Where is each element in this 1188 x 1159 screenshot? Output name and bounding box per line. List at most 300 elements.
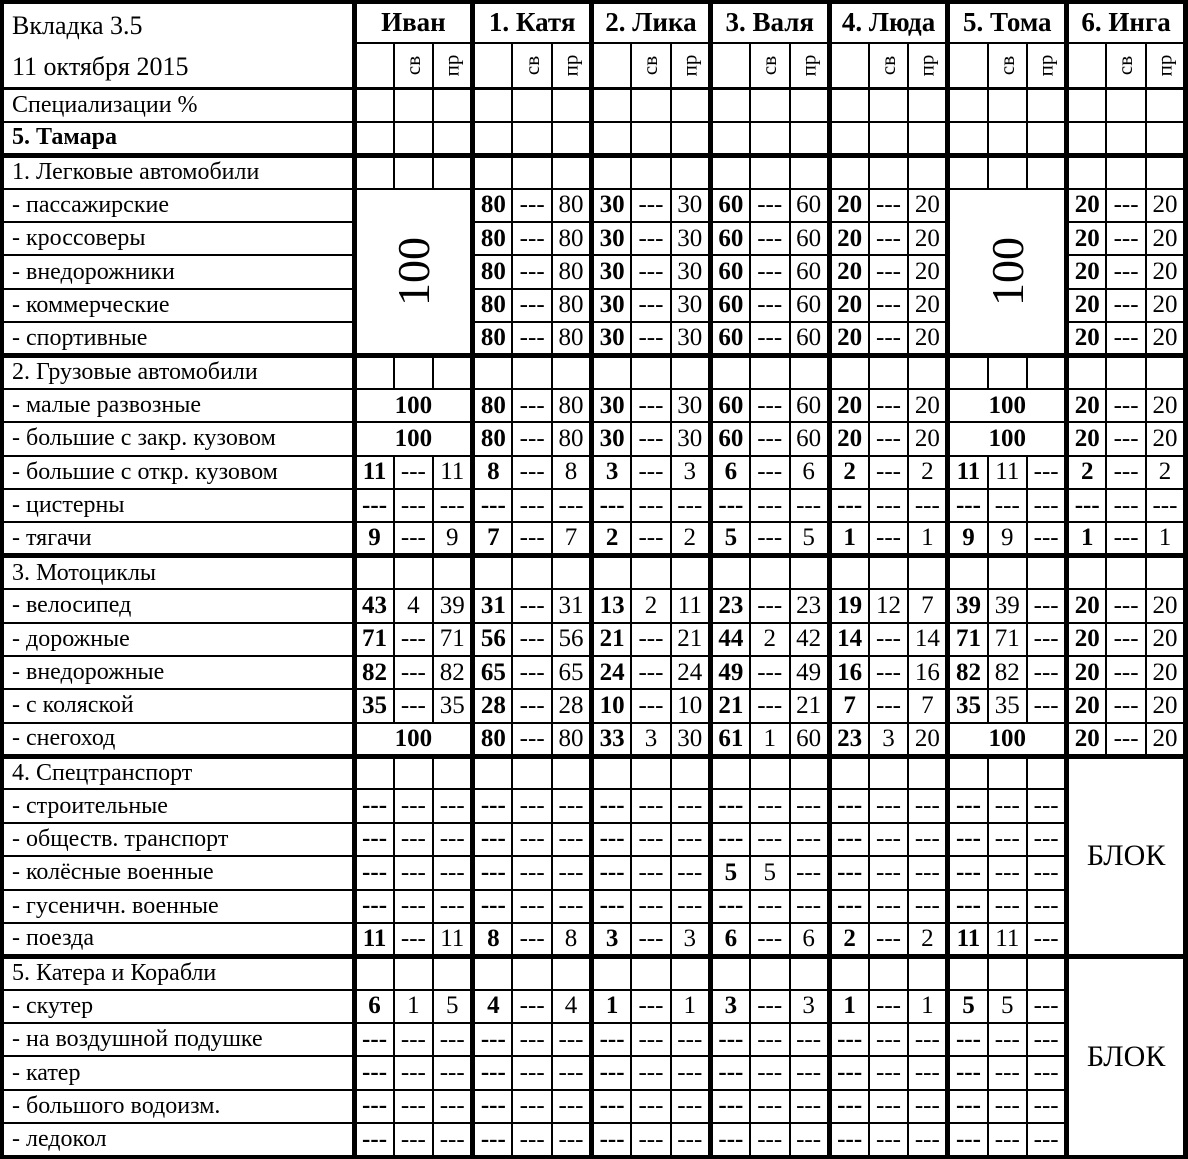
value-cell-sv [869,689,909,722]
value-cell-total [592,389,632,422]
value-cell-total-text: --- [837,1092,863,1120]
value-cell-sv-text: --- [638,1092,664,1120]
group-header-7-text: 6. Инга [1081,7,1171,38]
value-cell-total [473,1023,513,1056]
table-row [2,489,1186,522]
value-cell-pr [552,1023,592,1056]
value-cell-sv-text: --- [757,992,783,1020]
value-cell-pr [1146,489,1186,522]
value-cell-sv [631,422,671,455]
value-cell-pr-text: --- [1033,792,1059,820]
value-cell-sv [988,856,1028,889]
row-label [2,923,354,956]
empty-cell [354,556,394,589]
value-cell-pr [790,522,830,555]
value-cell-total [948,689,988,722]
empty-cell [394,956,434,989]
value-cell-sv [631,389,671,422]
value-cell-sv-text: --- [1113,291,1139,319]
value-cell-sv-text: --- [876,1125,901,1153]
value-cell-pr-text: 65 [558,658,584,686]
value-cell-total [1067,723,1107,756]
empty-cell [552,956,592,989]
empty-cell [829,556,869,589]
value-cell-total-text: 23 [837,724,863,752]
value-cell-total [948,923,988,956]
value-cell-sv [394,489,434,522]
row-label-text: - пассажирские [12,191,169,218]
value-cell-pr [908,289,948,322]
value-cell-sv [1106,222,1146,255]
value-cell-total [710,1090,750,1123]
value-cell-total-text: 2 [843,458,856,486]
value-cell-total [829,189,869,222]
empty-cell [512,356,552,389]
value-cell-pr-text: 30 [677,391,703,419]
row-label [2,389,354,422]
value-cell-pr-text: --- [1033,924,1059,952]
value-cell-total-text: 56 [480,625,506,653]
value-cell-total [354,823,394,856]
row-label-text: - снегоход [12,725,116,752]
value-cell-pr-text: 2 [921,924,934,952]
value-cell-sv-text: --- [400,892,426,920]
value-cell-sv-text: --- [400,1059,426,1087]
value-cell-sv [869,255,909,288]
value-cell-pr [671,522,711,555]
subcol-pr-header [1146,43,1186,89]
value-cell-total-text: --- [837,491,863,519]
row-label-text: - строительные [12,792,168,819]
table-row [2,122,1186,155]
info-row-label [2,89,354,122]
value-cell-sv [988,990,1028,1023]
value-cell-pr-text: 42 [796,625,822,653]
value-cell-pr-text: 20 [1152,258,1178,286]
value-cell-pr [1027,623,1067,656]
value-cell-total [592,456,632,489]
value-cell-sv-text: --- [519,924,545,952]
value-cell-sv-text: --- [1113,591,1139,619]
value-cell-sv [750,456,790,489]
empty-cell [552,155,592,188]
value-cell-sv [988,656,1028,689]
value-cell-total [354,923,394,956]
empty-cell [354,89,394,122]
value-cell-pr-text: --- [914,1059,940,1087]
value-cell-pr [671,990,711,1023]
value-cell-total [1067,589,1107,622]
value-cell-total [948,856,988,889]
value-cell-sv [750,723,790,756]
value-cell-pr [433,589,473,622]
empty-cell [1027,122,1067,155]
empty-cell [1106,155,1146,188]
value-cell-sv [988,1056,1028,1089]
value-cell-pr [790,623,830,656]
value-cell-pr-text: --- [914,1125,940,1153]
value-cell-pr-text: 20 [914,324,940,352]
value-cell-sv [631,823,671,856]
value-cell-total [829,255,869,288]
value-cell-total-text: 21 [599,625,625,653]
value-cell-sv-text: --- [994,491,1020,519]
value-cell-sv-text: --- [519,591,545,619]
value-cell-pr [1027,1123,1067,1157]
value-cell-sv [988,923,1028,956]
value-cell-total-text: --- [599,825,625,853]
value-cell-total-text: --- [599,491,625,519]
subcol-pr-header-text: пр [1033,54,1058,77]
value-cell-total-text: 3 [605,458,619,486]
value-cell-sv-text: --- [638,1025,664,1053]
value-cell-total-text: --- [955,1092,981,1120]
value-cell-total-text: 11 [362,458,387,486]
value-cell-sv-text: 5 [763,858,776,886]
value-cell-total-text: --- [599,858,625,886]
empty-cell [948,756,988,789]
value-cell-sv [869,1023,909,1056]
value-cell-pr-text: 8 [564,924,578,952]
empty-cell [908,155,948,188]
value-cell-pr-text: 30 [677,424,703,452]
value-cell-sv [512,890,552,923]
value-cell-sv [631,255,671,288]
value-cell-sv-text: --- [757,1025,783,1053]
empty-cell [473,556,513,589]
value-cell-total-text: 20 [837,424,863,452]
value-cell-pr-text: 11 [677,591,702,619]
value-cell-total [473,456,513,489]
value-cell-pr [552,990,592,1023]
value-cell-total [1067,189,1107,222]
empty-cell [671,356,711,389]
value-cell-total [592,689,632,722]
value-cell-pr-text: 5 [445,992,459,1020]
value-cell-total-text: 4 [487,992,500,1020]
value-cell-pr-text: --- [914,825,940,853]
value-cell-total [1067,289,1107,322]
value-cell-total [710,856,750,889]
value-cell-sv-text: --- [519,658,545,686]
value-cell-sv-text: --- [638,224,664,252]
empty-cell [552,89,592,122]
value-cell-total-text: --- [480,1092,506,1120]
value-cell-sv [1106,289,1146,322]
row-label-text: - катер [12,1059,81,1086]
value-cell-pr-text: --- [558,892,584,920]
value-cell-total [592,289,632,322]
value-cell-pr [671,623,711,656]
value-cell-total-text: 20 [837,291,863,319]
value-cell-pr-text: --- [1152,491,1178,519]
value-cell-sv-text: --- [400,858,426,886]
value-cell-sv [512,255,552,288]
value-cell-sv-text: 12 [876,591,902,619]
value-cell-pr [552,422,592,455]
value-cell-sv-text: --- [400,691,426,719]
value-cell-total-text: 80 [480,191,506,219]
row-label-text: - спортивные [12,324,148,351]
empty-cell [790,956,830,989]
value-cell-pr [1027,1090,1067,1123]
value-cell-total [829,656,869,689]
value-cell-total [1067,255,1107,288]
value-cell-total-text: 20 [1074,258,1100,286]
value-cell-total-text: 1 [843,992,856,1020]
value-cell-pr-text: 7 [921,691,934,719]
empty-cell [988,155,1028,188]
value-cell-total [354,1056,394,1089]
value-cell-sv [1106,656,1146,689]
value-cell-sv-text: --- [638,924,664,952]
value-cell-sv-text: --- [638,191,664,219]
value-cell-pr [790,189,830,222]
value-cell-pr-text: --- [558,1092,584,1120]
value-cell-sv [512,856,552,889]
row-label [2,856,354,889]
value-cell-pr [908,1023,948,1056]
value-cell-total-text: 20 [1074,291,1100,319]
value-cell-pr-text: --- [439,792,465,820]
value-cell-total [710,823,750,856]
value-cell-pr-text: --- [677,1092,703,1120]
empty-cell [1067,122,1107,155]
value-cell-pr-text: 3 [802,992,815,1020]
value-cell-sv [394,1123,434,1157]
value-cell-total [829,789,869,822]
value-cell-pr [552,1056,592,1089]
value-cell-sv [512,1023,552,1056]
value-cell-total-text: 71 [362,625,388,653]
subcol-pr-header [908,43,948,89]
value-cell-total-text: 30 [599,224,625,252]
value-cell-total-text: 8 [487,458,500,486]
value-cell-pr [671,222,711,255]
empty-cell [710,756,750,789]
info-row-label-text: 5. Тамара [12,124,117,151]
value-cell-pr-text: --- [796,1092,822,1120]
value-cell-total [592,322,632,355]
value-cell-total-text: 80 [480,258,506,286]
value-cell-sv-text: --- [400,1025,426,1053]
subcol-pr-header-text: пр [796,54,821,77]
value-cell-total-text: 1 [1080,524,1094,552]
value-cell-total [592,823,632,856]
empty-cell [750,155,790,188]
value-cell-sv-text: --- [876,892,901,920]
value-cell-sv-text: --- [519,625,545,653]
value-cell-total [354,689,394,722]
value-cell-sv [750,789,790,822]
value-cell-total [592,222,632,255]
merged-100-cell-text: 100 [394,391,433,419]
value-cell-pr-text: --- [1033,858,1059,886]
empty-cell [750,556,790,589]
table-row [2,1090,1186,1123]
empty-cell [473,956,513,989]
value-cell-sv-text: --- [638,825,664,853]
value-cell-sv [750,1090,790,1123]
value-cell-pr [790,222,830,255]
value-cell-pr [552,689,592,722]
table-row [2,189,1186,222]
workbook-tab-title: Вкладка 3.5 [12,10,143,40]
value-cell-sv [869,890,909,923]
value-cell-sv [869,322,909,355]
value-cell-total [473,689,513,722]
value-cell-sv [869,1056,909,1089]
subcol-sv-header-text: св [1113,56,1138,76]
value-cell-total-text: 80 [480,224,506,252]
value-cell-pr-text: --- [439,1125,465,1153]
value-cell-pr [790,389,830,422]
empty-cell [790,556,830,589]
empty-cell [1027,155,1067,188]
row-label [2,456,354,489]
empty-cell [671,756,711,789]
value-cell-total-text: --- [718,491,744,519]
value-cell-total-text: --- [955,792,981,820]
value-cell-sv-text: --- [638,992,664,1020]
value-cell-total [829,489,869,522]
value-cell-sv [1106,456,1146,489]
value-cell-total [592,189,632,222]
value-cell-sv [394,689,434,722]
value-cell-sv [394,823,434,856]
empty-cell [473,155,513,188]
value-cell-total [1067,456,1107,489]
value-cell-pr-text: --- [1033,992,1059,1020]
value-cell-pr [552,856,592,889]
value-cell-sv [988,689,1028,722]
value-cell-total [473,723,513,756]
value-cell-pr-text: 20 [1152,291,1178,319]
row-label-text: - гусеничн. военные [12,892,219,919]
value-cell-pr-text: 24 [677,658,703,686]
value-cell-sv-text: --- [876,291,901,319]
value-cell-sv [394,890,434,923]
empty-cell [473,89,513,122]
value-cell-pr [790,923,830,956]
value-cell-pr-text: --- [558,1025,584,1053]
value-cell-total-text: 3 [724,992,738,1020]
value-cell-pr-text: --- [677,858,703,886]
value-cell-pr-text: --- [914,792,940,820]
value-cell-sv [631,990,671,1023]
value-cell-sv-text: --- [757,1125,783,1153]
value-cell-sv-text: --- [519,491,545,519]
row-label [2,322,354,355]
row-label-text: - на воздушной подушке [12,1026,263,1053]
value-cell-total [473,389,513,422]
value-cell-total-text: 9 [368,524,381,552]
value-cell-sv-text: --- [757,258,783,286]
empty-cell [433,155,473,188]
value-cell-sv-text: --- [876,1059,901,1087]
empty-cell [592,356,632,389]
value-cell-pr-text: 60 [796,324,822,352]
subcol-pr-header-text: пр [677,54,702,77]
empty-cell [354,122,394,155]
value-cell-total-text: 7 [843,691,856,719]
value-cell-sv [631,689,671,722]
value-cell-pr [1146,422,1186,455]
value-cell-total [473,623,513,656]
value-cell-pr-text: 1 [1158,524,1172,552]
group-header-6-text: 5. Тома [963,7,1052,38]
value-cell-sv [869,489,909,522]
subcol-pr-header-text: пр [914,54,939,77]
value-cell-total [1067,322,1107,355]
value-cell-sv [869,422,909,455]
value-cell-total-text: --- [718,825,744,853]
value-cell-sv [750,289,790,322]
value-cell-total-text: 16 [837,658,863,686]
value-cell-pr-text: --- [558,1059,584,1087]
value-cell-sv [750,189,790,222]
value-cell-pr [1146,289,1186,322]
value-cell-pr [552,923,592,956]
value-cell-pr [908,789,948,822]
value-cell-total-text: --- [718,1125,744,1153]
value-cell-pr-text: 60 [796,191,822,219]
value-cell-pr-text: 11 [440,458,465,486]
value-cell-total-text: 1 [605,992,619,1020]
value-cell-total [473,1090,513,1123]
value-cell-pr [790,322,830,355]
value-cell-total [948,990,988,1023]
value-cell-pr [908,589,948,622]
value-cell-sv-text: --- [519,458,545,486]
table-row [2,789,1186,822]
value-cell-pr [552,189,592,222]
value-cell-total-text: 35 [362,691,388,719]
value-cell-total-text: 61 [718,724,744,752]
value-cell-sv-text: --- [1113,391,1139,419]
value-cell-total [354,456,394,489]
empty-cell [473,122,513,155]
value-cell-pr [433,522,473,555]
value-cell-pr-text: 30 [677,724,703,752]
value-cell-sv-text: --- [994,1025,1020,1053]
value-cell-pr [908,1090,948,1123]
value-cell-sv-text: --- [994,858,1020,886]
value-cell-sv [512,1090,552,1123]
value-cell-pr-text: 6 [802,458,815,486]
value-cell-total [948,789,988,822]
table-row [2,856,1186,889]
value-cell-sv [512,823,552,856]
empty-cell [631,122,671,155]
value-cell-pr-text: 60 [796,258,822,286]
table-row [2,890,1186,923]
value-cell-total [473,890,513,923]
value-cell-total [829,623,869,656]
value-cell-sv [988,489,1028,522]
value-cell-sv-text: --- [757,1059,783,1087]
value-cell-pr-text: 23 [796,591,822,619]
merged-100-vertical-cell-text: 100 [981,236,1033,306]
value-cell-pr [1027,456,1067,489]
value-cell-pr [1027,789,1067,822]
value-cell-pr [433,923,473,956]
value-cell-sv [869,189,909,222]
value-cell-total [948,623,988,656]
value-cell-pr [908,1123,948,1157]
value-cell-total [473,189,513,222]
value-cell-sv-text: --- [994,792,1020,820]
